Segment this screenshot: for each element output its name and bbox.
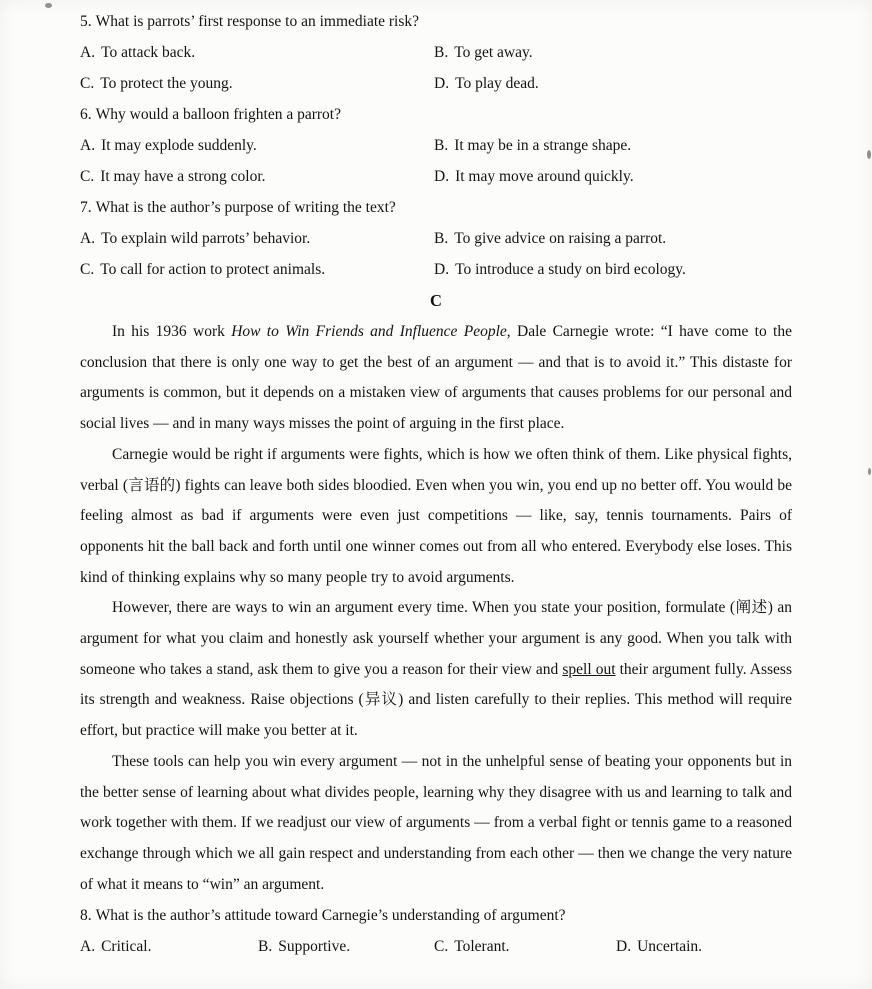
option-text: Critical. bbox=[101, 938, 152, 956]
option-b bbox=[434, 223, 792, 254]
option-label: D. bbox=[434, 75, 450, 92]
option-text: Supportive. bbox=[278, 938, 351, 956]
option-label: A. bbox=[80, 44, 96, 61]
text-run-underline: spell out bbox=[562, 660, 616, 678]
option-label: C. bbox=[80, 75, 95, 92]
option-text: It may explode suddenly. bbox=[101, 137, 257, 154]
scan-artifact bbox=[867, 150, 871, 159]
text-run: However, there are ways to win an argument every time. When you state your position, formulate (阐述) an argument for what you claim and honestly ask yourself whether your argument is any good. When you talk with someone who takes a stand, ask them to give you a reason for their view and bbox=[80, 599, 792, 678]
text-run: their argument fully. Assess its strength and weakness. Raise objections (异议) and listen carefully to their replies. This method will require effort, but practice will make you better at it. bbox=[80, 660, 792, 740]
question-7-text bbox=[80, 192, 792, 223]
question-7 bbox=[80, 192, 792, 285]
option-d bbox=[434, 254, 792, 285]
option-c bbox=[434, 931, 616, 962]
scan-artifact bbox=[868, 468, 871, 475]
passage-paragraph-1 bbox=[80, 317, 792, 440]
option-label: D. bbox=[616, 938, 632, 956]
text-run-italic: How to Win Friends and Influence People bbox=[231, 323, 507, 340]
option-label: B. bbox=[434, 230, 449, 247]
reading-passage bbox=[80, 317, 792, 900]
option-a bbox=[80, 37, 434, 68]
option-label: A. bbox=[80, 137, 96, 154]
option-c bbox=[80, 161, 434, 192]
option-c bbox=[80, 254, 434, 285]
question-7-options bbox=[80, 223, 792, 285]
option-b bbox=[258, 931, 434, 962]
question-5 bbox=[80, 6, 792, 99]
option-label: C. bbox=[80, 168, 95, 185]
text-run: , Dale Carnegie wrote: “I have come to the conclusion that there is only one way to get the best of an argument — and that is to avoid it.” This distaste for arguments is common, but it depends on a mistaken view of arguments that causes problems for our personal and social lives — and in many ways misses the point of arguing in the first place. bbox=[80, 323, 792, 433]
question-5-text bbox=[80, 6, 792, 37]
question-text: What is the author’s attitude toward Carnegie’s understanding of argument? bbox=[95, 907, 566, 925]
option-label: B. bbox=[258, 938, 273, 956]
option-label: B. bbox=[434, 137, 449, 154]
question-5-options bbox=[80, 37, 792, 99]
option-a bbox=[80, 130, 434, 161]
text-run: Carnegie would be right if arguments were fights, which is how we often think of them. Like physical fights, verbal (言语的) fights can leave both sides bloodied. Even when you win, you end up no better off. You would be feeling almost as bad if arguments were even just competitions — like, say, tennis tournaments. Pairs of opponents hit the ball back and forth until one winner comes out from all who entered. Everybody else loses. This kind of thinking explains why so many people try to avoid arguments. bbox=[80, 445, 792, 586]
option-b bbox=[434, 130, 792, 161]
option-text: To protect the young. bbox=[100, 75, 233, 92]
option-text: To attack back. bbox=[101, 44, 196, 61]
question-6 bbox=[80, 99, 792, 192]
question-number: 6. bbox=[80, 106, 92, 123]
question-number: 5. bbox=[80, 13, 92, 30]
question-8-options bbox=[80, 931, 792, 962]
text-run: In his 1936 work bbox=[112, 323, 232, 340]
option-text: To introduce a study on bird ecology. bbox=[455, 261, 686, 278]
option-a bbox=[80, 931, 258, 962]
option-a bbox=[80, 223, 434, 254]
question-number: 7. bbox=[80, 199, 92, 216]
question-number: 8. bbox=[80, 907, 92, 925]
option-text: It may move around quickly. bbox=[455, 168, 634, 185]
passage-paragraph-4 bbox=[80, 747, 792, 901]
question-6-text bbox=[80, 99, 792, 130]
option-label: D. bbox=[434, 261, 450, 278]
section-heading: C bbox=[430, 291, 442, 310]
passage-paragraph-2 bbox=[80, 440, 792, 594]
option-text: It may be in a strange shape. bbox=[454, 137, 632, 154]
text-run: These tools can help you win every argument — not in the unhelpful sense of beating your opponents but in the better sense of learning about what divides people, learning why they disagree with us and learning to talk and work together with them. If we readjust our view of arguments — from a verbal fight or tennis game to a reasoned exchange through which we all gain respect and understanding from each other — then we change the very nature of what it means to “win” an argument. bbox=[80, 752, 792, 893]
passage-paragraph-3 bbox=[80, 593, 792, 747]
question-8-text bbox=[80, 900, 792, 931]
option-c bbox=[80, 68, 434, 99]
option-text: To explain wild parrots’ behavior. bbox=[101, 230, 311, 247]
option-text: To play dead. bbox=[455, 75, 539, 92]
option-text: To give advice on raising a parrot. bbox=[454, 230, 667, 247]
option-text: To call for action to protect animals. bbox=[100, 261, 326, 278]
option-label: D. bbox=[434, 168, 450, 185]
option-label: C. bbox=[434, 938, 449, 956]
question-text: What is parrots’ first response to an immediate risk? bbox=[95, 13, 420, 30]
option-label: A. bbox=[80, 230, 96, 247]
option-b bbox=[434, 37, 792, 68]
option-text: Tolerant. bbox=[454, 938, 510, 956]
option-label: A. bbox=[80, 938, 96, 956]
option-d bbox=[434, 161, 792, 192]
scan-artifact bbox=[45, 3, 52, 8]
question-6-options bbox=[80, 130, 792, 192]
option-label: C. bbox=[80, 261, 95, 278]
question-8 bbox=[80, 900, 792, 962]
option-text: It may have a strong color. bbox=[100, 168, 266, 185]
option-label: B. bbox=[434, 44, 449, 61]
option-d bbox=[616, 931, 792, 962]
option-text: To get away. bbox=[454, 44, 533, 61]
question-text: Why would a balloon frighten a parrot? bbox=[95, 106, 341, 123]
option-text: Uncertain. bbox=[637, 938, 703, 956]
question-text: What is the author’s purpose of writing the text? bbox=[95, 199, 396, 216]
option-d bbox=[434, 68, 792, 99]
